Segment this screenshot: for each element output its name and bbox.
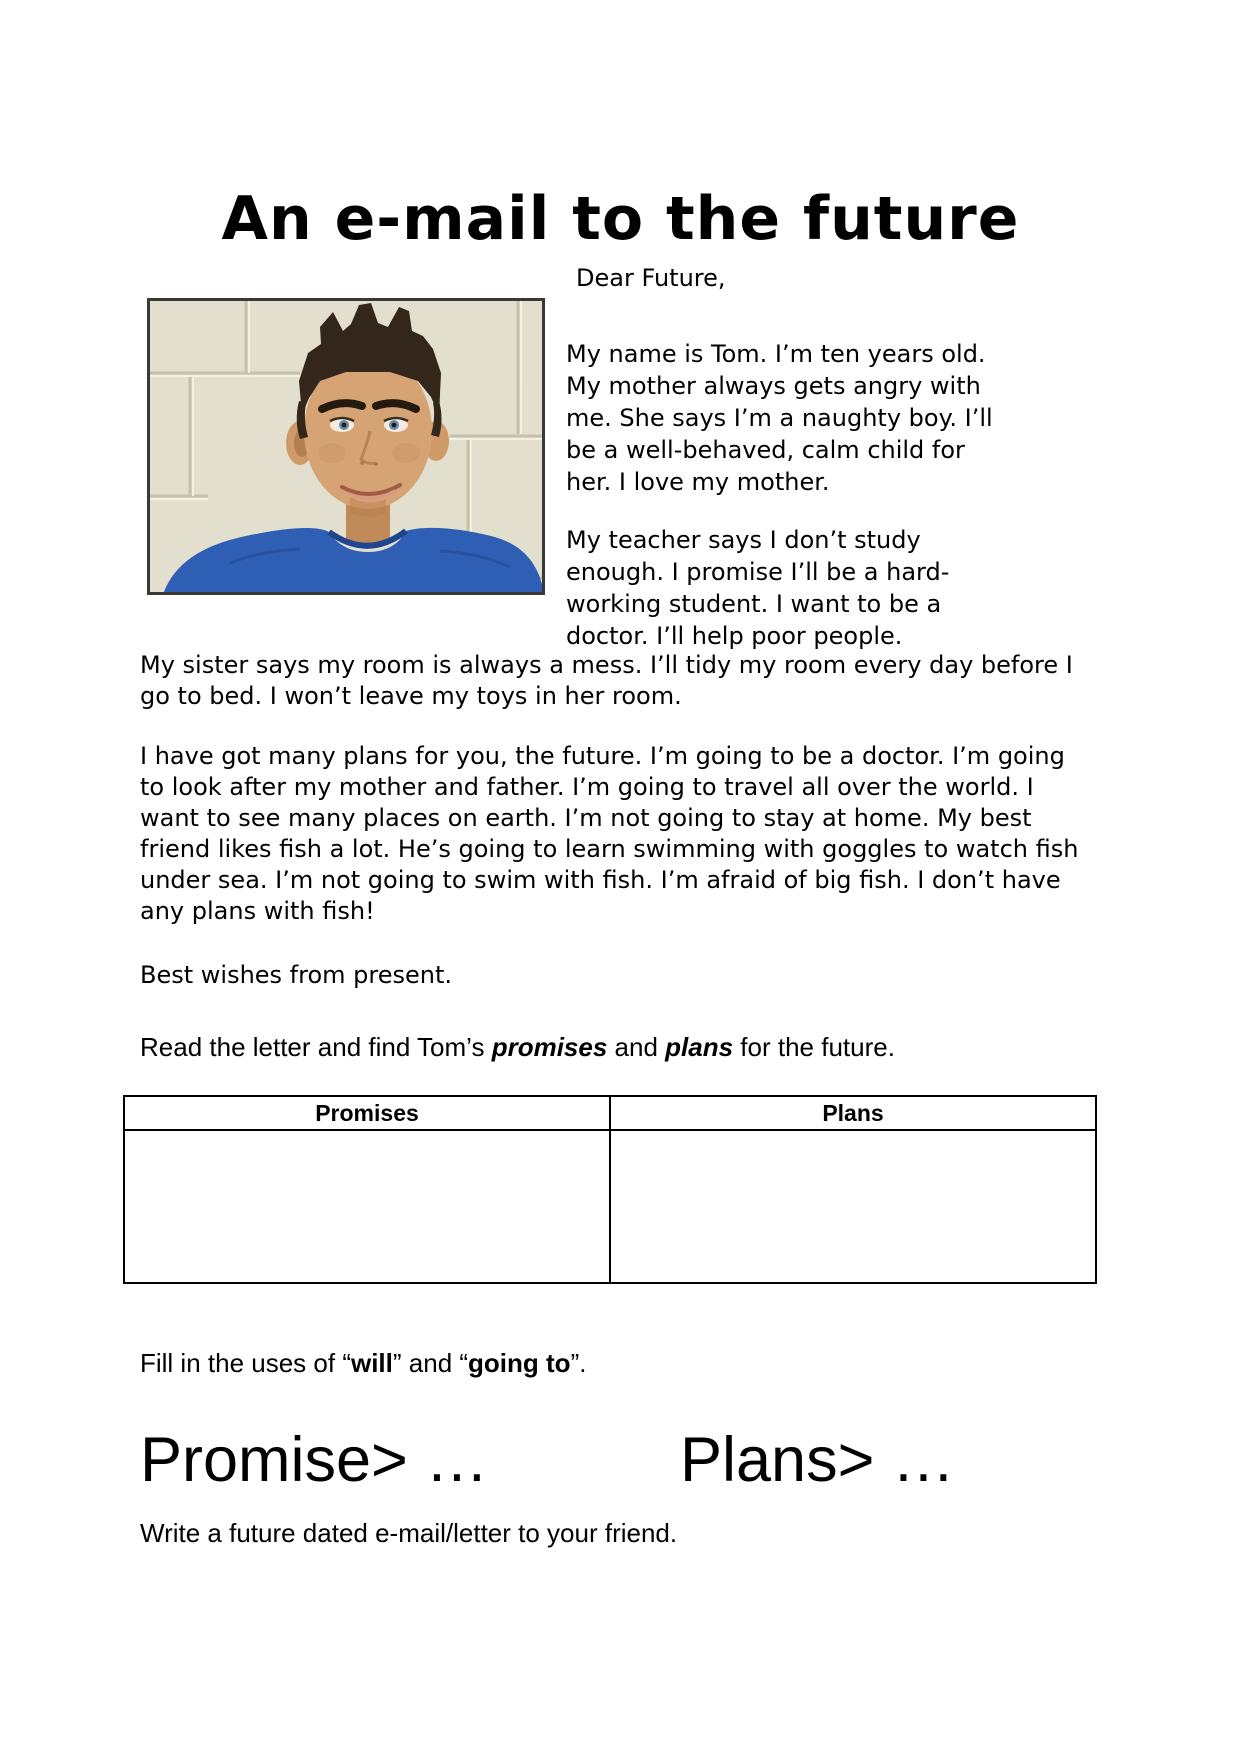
letter-paragraph-4: I have got many plans for you, the future. I’m going to be a doctor. I’m going to look after my mother and father. I’m going to travel all over the world. I want to see many places on earth. I’m not going to stay at home. My best friend likes fish a lot. He’s going to learn swimming with goggles to watch fish under sea. I’m not going to swim with fish. I’m afraid of big fish. I don’t have any plans with fish!	[140, 742, 1079, 925]
boy-portrait-illustration	[150, 301, 542, 592]
task2-going-to-word: going to	[468, 1348, 571, 1378]
promises-column-header: Promises	[124, 1096, 610, 1130]
task2-and: ” and “	[392, 1348, 469, 1378]
task-write-email: Write a future dated e-mail/letter to your friend.	[140, 1518, 678, 1548]
task-read-letter	[140, 1032, 1120, 1062]
student-photo	[147, 298, 545, 595]
table-header-row	[124, 1096, 1096, 1130]
letter-salutation: Dear Future,	[576, 264, 726, 292]
promises-plans-table	[123, 1095, 1097, 1284]
task2-suffix: ”.	[570, 1348, 587, 1378]
promise-answer-label: Promise> …	[140, 1425, 489, 1495]
task2-text: Fill in the uses of “	[140, 1348, 351, 1378]
plans-answer-cell	[610, 1130, 1096, 1283]
page-title: An e-mail to the future	[221, 184, 1020, 255]
task1-promises-word: promises	[491, 1032, 608, 1062]
letter-paragraph-2: My teacher says I don’t study enough. I promise I’ll be a hard-working student. I want to be a doctor. I’ll help poor people.	[566, 526, 950, 650]
task2-will-word: will	[350, 1348, 393, 1378]
letter-full-width	[140, 650, 1092, 1020]
task1-plans-word: plans	[665, 1032, 734, 1062]
promise-plans-answers-line	[140, 1418, 1100, 1508]
task1-text: Read the letter and find Tom’s	[140, 1032, 492, 1062]
letter-closing: Best wishes from present.	[140, 961, 453, 989]
letter-right-column	[566, 262, 998, 678]
table-row	[124, 1130, 1096, 1283]
task1-and: and	[607, 1032, 666, 1062]
task1-suffix: for the future.	[733, 1032, 895, 1062]
promises-answer-cell	[124, 1130, 610, 1283]
letter-paragraph-3: My sister says my room is always a mess. I’ll tidy my room every day before I go to bed. I won’t leave my toys in her room.	[140, 651, 1073, 710]
plans-answer-label: Plans> …	[680, 1425, 955, 1495]
letter-paragraph-1: My name is Tom. I’m ten years old. My mother always gets angry with me. She says I’m a naughty boy. I’ll be a well-behaved, calm child for her. I love my mother.	[566, 340, 993, 496]
task-fill-in-uses	[140, 1348, 1120, 1378]
plans-column-header: Plans	[610, 1096, 1096, 1130]
